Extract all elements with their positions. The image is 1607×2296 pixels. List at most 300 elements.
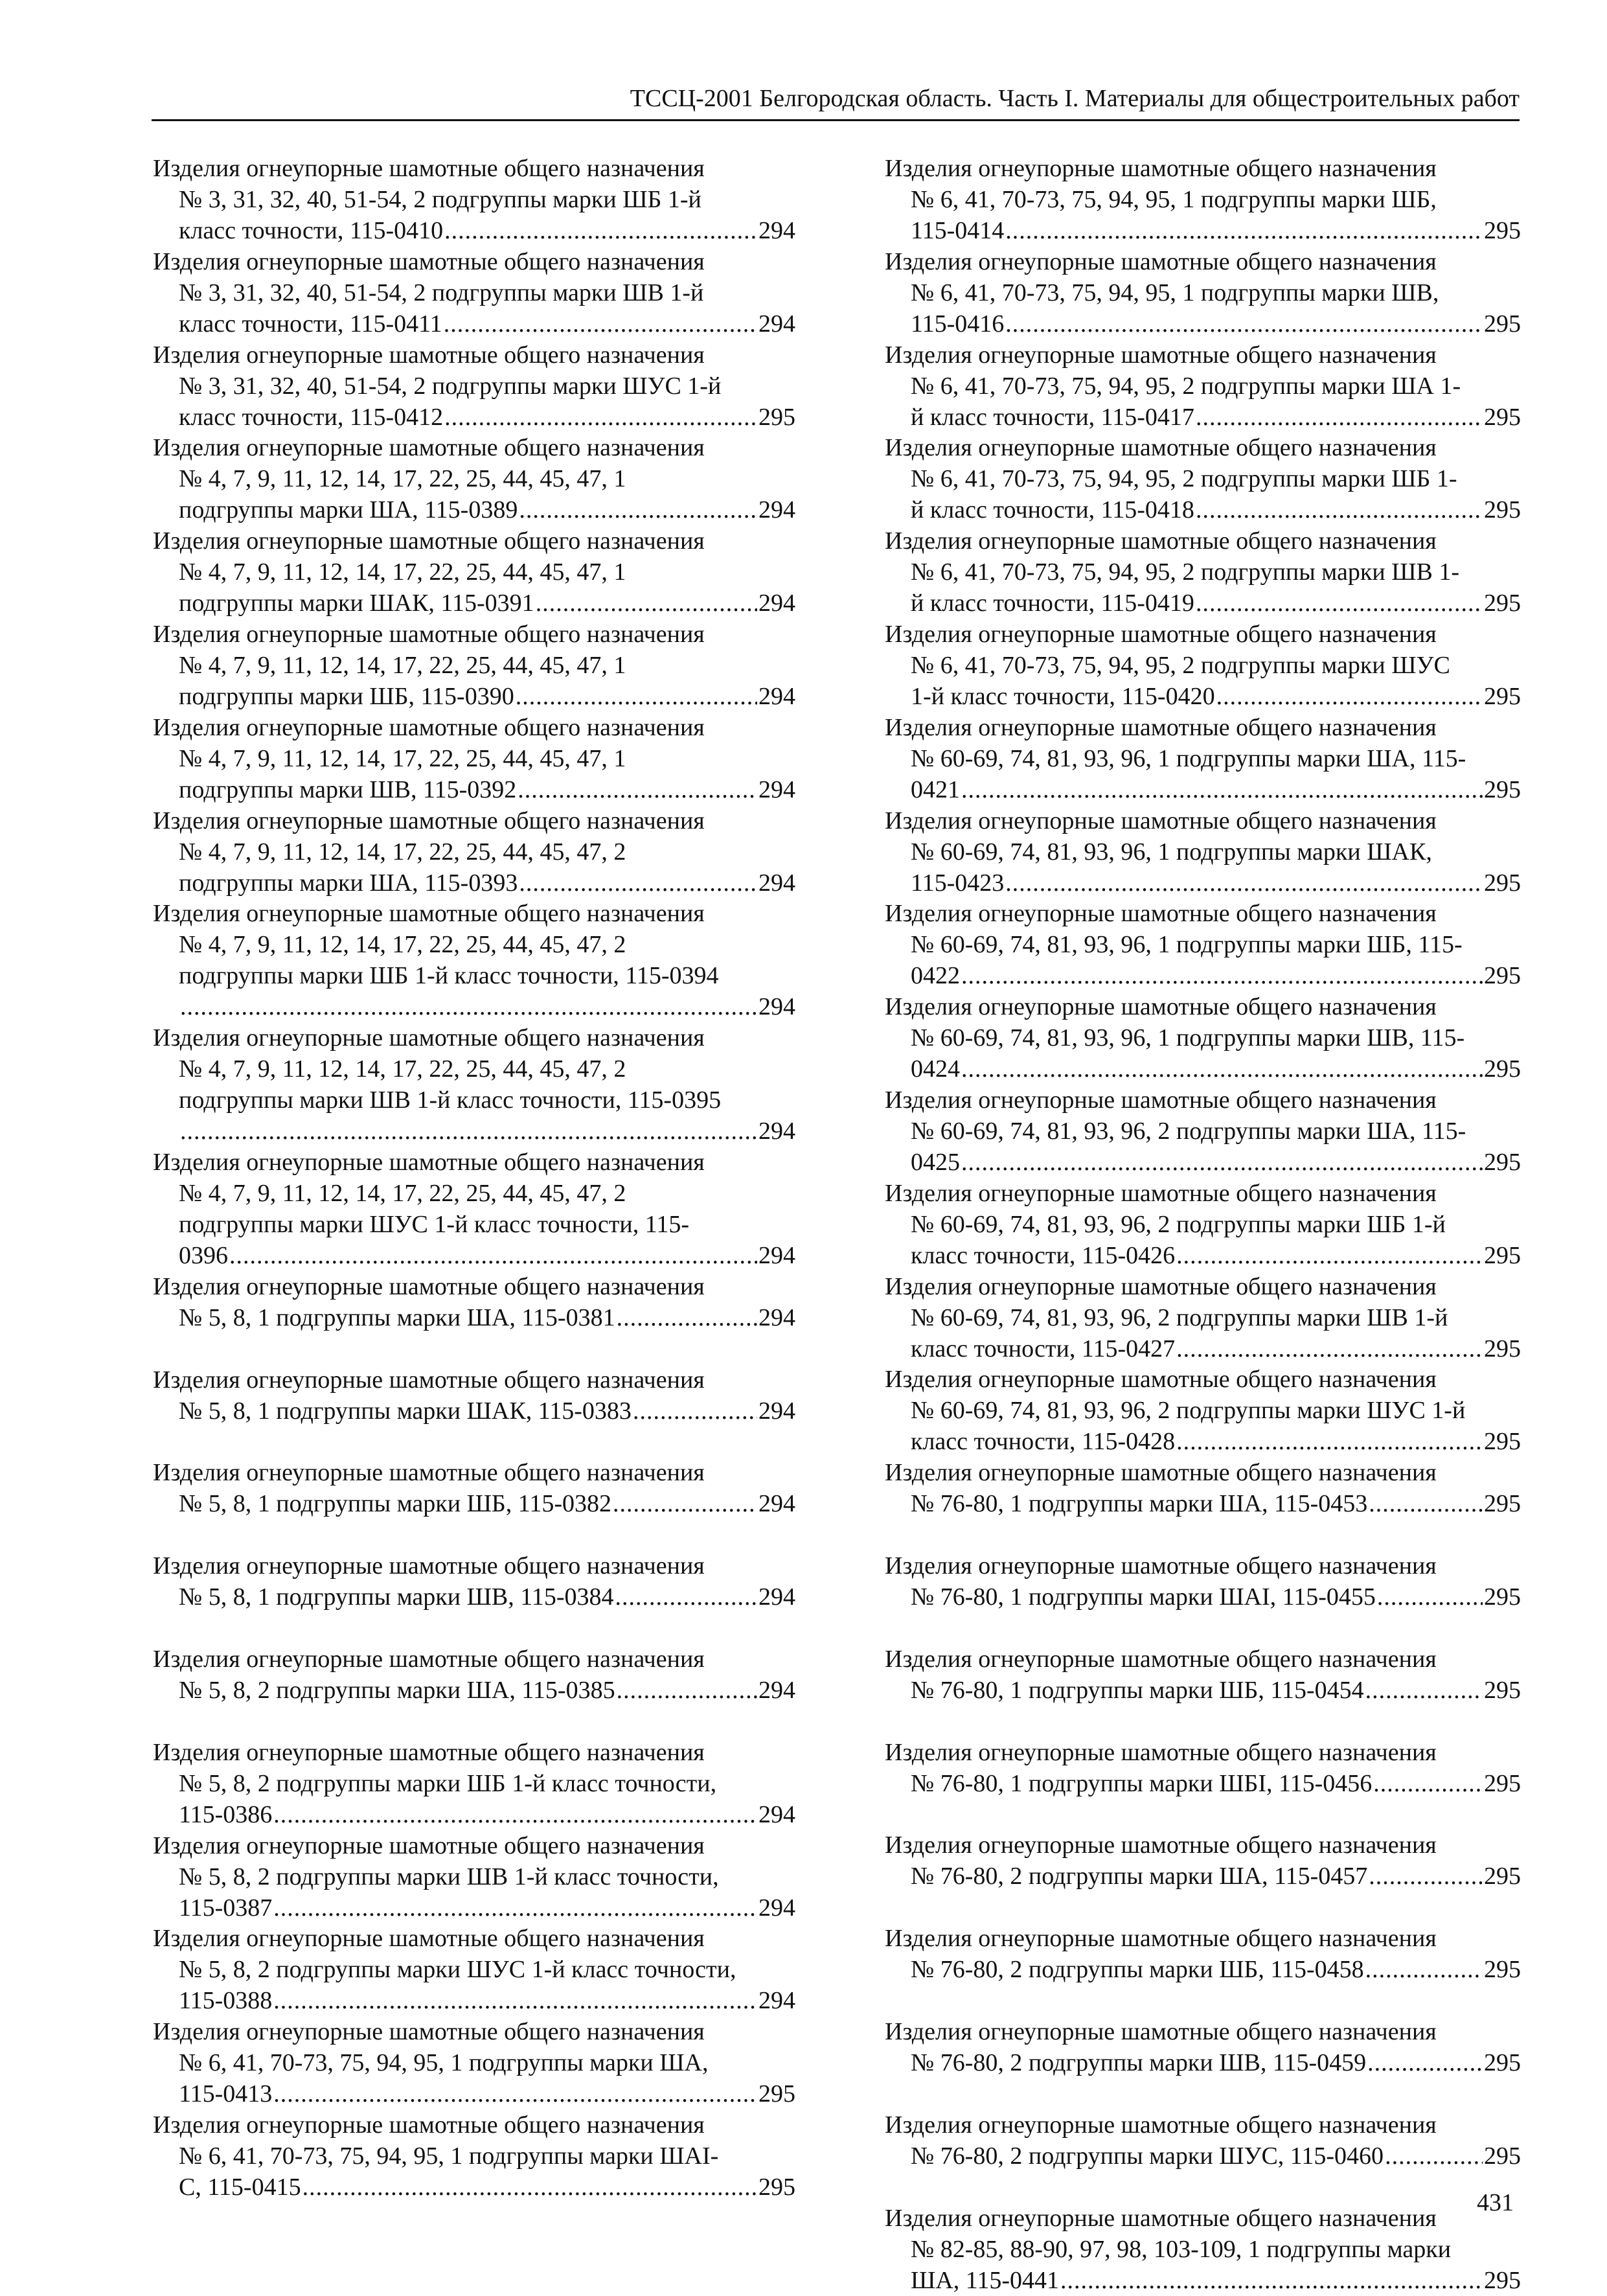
index-entry bbox=[153, 153, 795, 246]
entry-page-number: 294 bbox=[758, 1583, 795, 1611]
dot-leader bbox=[1176, 1240, 1483, 1271]
entry-text: № 76-80, 1 подгруппы марки ША, 115-0453 bbox=[911, 1490, 1368, 1518]
entry-page-number: 295 bbox=[1484, 2049, 1521, 2076]
entry-line: № 4, 7, 9, 11, 12, 14, 17, 22, 25, 44, 45, 47, 2 bbox=[179, 931, 626, 959]
entry-line: Изделия огнеупорные шамотные общего назначения bbox=[153, 341, 705, 369]
entry-line-last bbox=[885, 1768, 1521, 1799]
entry-page-number: 295 bbox=[758, 403, 795, 431]
entry-page-number: 295 bbox=[1484, 1335, 1521, 1362]
entry-line-last bbox=[885, 1147, 1521, 1178]
entry-line: Изделия огнеупорные шамотные общего назначения bbox=[885, 993, 1437, 1021]
entry-text: подгруппы марки ШАК, 115-0391 bbox=[179, 590, 534, 617]
entry-page-number: 295 bbox=[1484, 682, 1521, 710]
entry-text: подгруппы марки ШБ, 115-0390 bbox=[179, 682, 514, 710]
index-entry bbox=[885, 1085, 1521, 1178]
entry-page-number: 294 bbox=[758, 1241, 795, 1269]
entry-line: Изделия огнеупорные шамотные общего назначения bbox=[885, 1645, 1437, 1673]
entry-line-last bbox=[153, 588, 795, 619]
entry-line-last bbox=[885, 308, 1521, 339]
entry-line: Изделия огнеупорные шамотные общего назначения bbox=[153, 1738, 705, 1766]
entry-line-last bbox=[885, 960, 1521, 991]
dot-leader bbox=[518, 774, 757, 805]
entry-line: Изделия огнеупорные шамотные общего назначения bbox=[885, 1366, 1437, 1394]
entry-line: Изделия огнеупорные шамотные общего назначения bbox=[153, 1925, 705, 1953]
entry-line: № 4, 7, 9, 11, 12, 14, 17, 22, 25, 44, 45, 47, 1 bbox=[179, 651, 626, 679]
dot-leader bbox=[961, 1053, 1483, 1085]
entry-line-last bbox=[885, 1240, 1521, 1271]
entry-text: ША, 115-0441 bbox=[911, 2266, 1060, 2294]
entry-text: класс точности, 115-0426 bbox=[911, 1241, 1176, 1269]
index-entry bbox=[153, 1147, 795, 1271]
entry-text: № 5, 8, 2 подгруппы марки ША, 115-0385 bbox=[179, 1676, 615, 1704]
entry-line-last bbox=[885, 2265, 1521, 2296]
entry-page-number: 295 bbox=[1484, 1769, 1521, 1797]
entry-line-last bbox=[885, 1488, 1521, 1519]
entry-line: Изделия огнеупорные шамотные общего назначения bbox=[153, 620, 705, 648]
index-entry bbox=[885, 525, 1521, 619]
entry-text: 1-й класс точности, 115-0420 bbox=[911, 682, 1215, 710]
entry-text: 0421 bbox=[911, 775, 960, 803]
dot-leader bbox=[273, 2078, 757, 2109]
entry-line: Изделия огнеупорные шамотные общего назначения bbox=[885, 247, 1437, 275]
index-entry bbox=[885, 1923, 1521, 2016]
entry-page-number: 295 bbox=[1484, 962, 1521, 990]
entry-line: Изделия огнеупорные шамотные общего назначения bbox=[153, 1148, 705, 1176]
index-entry bbox=[885, 2016, 1521, 2109]
entry-page-number: 294 bbox=[758, 682, 795, 710]
page-number: 431 bbox=[1477, 2189, 1514, 2216]
entry-page-number: 295 bbox=[1484, 590, 1521, 617]
entry-line: Изделия огнеупорные шамотные общего назначения bbox=[153, 1831, 705, 1859]
entry-line: № 6, 41, 70-73, 75, 94, 95, 2 подгруппы марки ША 1- bbox=[911, 372, 1461, 400]
index-entry bbox=[885, 619, 1521, 712]
entry-line: № 4, 7, 9, 11, 12, 14, 17, 22, 25, 44, 45, 47, 2 bbox=[179, 838, 626, 866]
entry-page-number: 295 bbox=[1484, 1490, 1521, 1518]
index-column-left bbox=[153, 153, 795, 2203]
index-entry bbox=[885, 1644, 1521, 1737]
entry-line-last bbox=[153, 215, 795, 246]
entry-line-last bbox=[885, 2047, 1521, 2078]
entry-line: № 60-69, 74, 81, 93, 96, 2 подгруппы марки ШУС 1-й bbox=[911, 1397, 1466, 1425]
index-entry bbox=[885, 712, 1521, 805]
entry-line: № 82-85, 88-90, 97, 98, 103-109, 1 подгруппы марки bbox=[911, 2235, 1452, 2263]
entry-line: № 6, 41, 70-73, 75, 94, 95, 1 подгруппы марки ША, bbox=[179, 2049, 709, 2077]
entry-page-number: 295 bbox=[1484, 1956, 1521, 1984]
dot-leader bbox=[615, 1581, 758, 1613]
dot-leader bbox=[1369, 1488, 1483, 1519]
entry-page-number: 295 bbox=[1484, 869, 1521, 897]
entry-line: Изделия огнеупорные шамотные общего назначения bbox=[153, 1024, 705, 1052]
index-entry bbox=[885, 1830, 1521, 1923]
entry-line-last bbox=[885, 1861, 1521, 1892]
entry-line: Изделия огнеупорные шамотные общего назначения bbox=[885, 1831, 1437, 1859]
entry-line-last bbox=[153, 1240, 795, 1271]
dot-leader bbox=[1365, 1675, 1483, 1706]
entry-line: Изделия огнеупорные шамотные общего назначения bbox=[153, 434, 705, 462]
index-entry bbox=[153, 1271, 795, 1364]
dot-leader bbox=[1365, 1954, 1483, 1985]
dot-leader bbox=[1369, 1861, 1483, 1892]
index-entry bbox=[153, 2016, 795, 2109]
dot-leader bbox=[229, 1240, 757, 1271]
index-entry bbox=[885, 2109, 1521, 2203]
entry-line: Изделия огнеупорные шамотные общего назначения bbox=[153, 807, 705, 834]
entry-line: Изделия огнеупорные шамотные общего назначения bbox=[885, 1925, 1437, 1953]
entry-line-last bbox=[885, 1053, 1521, 1085]
entry-text: й класс точности, 115-0417 bbox=[911, 403, 1194, 431]
entry-line: № 4, 7, 9, 11, 12, 14, 17, 22, 25, 44, 45, 47, 1 bbox=[179, 558, 626, 586]
index-entry bbox=[885, 898, 1521, 991]
index-entry bbox=[885, 1364, 1521, 1457]
entry-line: № 6, 41, 70-73, 75, 94, 95, 2 подгруппы марки ШВ 1- bbox=[911, 558, 1460, 586]
dot-leader bbox=[613, 1488, 757, 1519]
entry-text: класс точности, 115-0410 bbox=[179, 217, 444, 244]
index-entry bbox=[153, 898, 795, 1022]
dot-leader bbox=[519, 867, 757, 899]
entry-line: Изделия огнеупорные шамотные общего назначения bbox=[885, 900, 1437, 928]
entry-line: Изделия огнеупорные шамотные общего назначения bbox=[885, 620, 1437, 648]
index-entry bbox=[153, 1457, 795, 1550]
entry-page-number: 294 bbox=[758, 496, 795, 524]
entry-page-number: 295 bbox=[1484, 1583, 1521, 1611]
entry-line: № 6, 41, 70-73, 75, 94, 95, 1 подгруппы марки ШВ, bbox=[911, 279, 1439, 306]
index-entry bbox=[885, 1271, 1521, 1364]
entry-page-number: 295 bbox=[1484, 1676, 1521, 1704]
index-entry bbox=[885, 1457, 1521, 1550]
entry-line: Изделия огнеупорные шамотные общего назначения bbox=[153, 1459, 705, 1487]
entry-line: № 3, 31, 32, 40, 51-54, 2 подгруппы марки ШВ 1-й bbox=[179, 279, 704, 306]
entry-line: Изделия огнеупорные шамотные общего назначения bbox=[885, 2017, 1437, 2045]
index-entry bbox=[885, 1550, 1521, 1644]
entry-line: № 60-69, 74, 81, 93, 96, 2 подгруппы марки ША, 115- bbox=[911, 1117, 1466, 1145]
index-entry bbox=[153, 1737, 795, 1830]
entry-line: Изделия огнеупорные шамотные общего назначения bbox=[153, 1366, 705, 1394]
dot-leader bbox=[1060, 2265, 1483, 2296]
dot-leader bbox=[273, 1985, 757, 2016]
dot-leader bbox=[1377, 1581, 1483, 1613]
entry-page-number: 295 bbox=[1484, 1148, 1521, 1176]
dot-leader bbox=[1005, 308, 1483, 339]
entry-line: № 6, 41, 70-73, 75, 94, 95, 2 подгруппы марки ШБ 1- bbox=[911, 465, 1457, 493]
entry-line-last bbox=[153, 1799, 795, 1830]
entry-text: № 76-80, 1 подгруппы марки ШАI, 115-0455 bbox=[911, 1583, 1376, 1611]
entry-line: № 60-69, 74, 81, 93, 96, 1 подгруппы марки ША, 115- bbox=[911, 744, 1466, 772]
entry-line: Изделия огнеупорные шамотные общего назначения bbox=[885, 527, 1437, 555]
dot-leader bbox=[961, 960, 1483, 991]
entry-line: № 5, 8, 2 подгруппы марки ШВ 1-й класс точности, bbox=[179, 1863, 719, 1890]
entry-text: С, 115-0415 bbox=[179, 2173, 301, 2201]
entry-page-number: 294 bbox=[758, 775, 795, 803]
dot-leader bbox=[633, 1395, 757, 1427]
dot-leader bbox=[1005, 215, 1483, 246]
dot-leader bbox=[617, 1675, 757, 1706]
entry-line: № 4, 7, 9, 11, 12, 14, 17, 22, 25, 44, 45, 47, 1 bbox=[179, 744, 626, 772]
entry-line: Изделия огнеупорные шамотные общего назначения bbox=[885, 1179, 1437, 1207]
index-entry bbox=[885, 805, 1521, 899]
entry-line: № 60-69, 74, 81, 93, 96, 1 подгруппы марки ШБ, 115- bbox=[911, 931, 1463, 959]
entry-text: 0396 bbox=[179, 1241, 228, 1269]
index-entry bbox=[153, 525, 795, 619]
entry-line: № 60-69, 74, 81, 93, 96, 2 подгруппы марки ШВ 1-й bbox=[911, 1303, 1448, 1331]
entry-page-number: 294 bbox=[758, 1987, 795, 2015]
entry-line: № 60-69, 74, 81, 93, 96, 1 подгруппы марки ШАК, bbox=[911, 838, 1432, 866]
entry-line-last bbox=[885, 1333, 1521, 1364]
entry-page-number: 294 bbox=[758, 869, 795, 897]
entry-text: № 76-80, 2 подгруппы марки ША, 115-0457 bbox=[911, 1863, 1368, 1890]
index-entry bbox=[153, 246, 795, 339]
entry-line-last bbox=[153, 867, 795, 899]
index-entry bbox=[153, 432, 795, 525]
dot-leader bbox=[1216, 681, 1483, 712]
entry-text: подгруппы марки ШВ, 115-0392 bbox=[179, 775, 517, 803]
entry-line: Изделия огнеупорные шамотные общего назначения bbox=[885, 1272, 1437, 1300]
index-entry bbox=[885, 246, 1521, 339]
dot-leader bbox=[302, 2172, 757, 2203]
entry-text: 115-0416 bbox=[911, 310, 1005, 338]
dot-leader bbox=[961, 774, 1483, 805]
entry-line-last bbox=[153, 2172, 795, 2203]
entry-line-last bbox=[153, 402, 795, 433]
entry-text: класс точности, 115-0411 bbox=[179, 310, 442, 338]
entry-text: 115-0413 bbox=[179, 2080, 273, 2108]
entry-line: № 6, 41, 70-73, 75, 94, 95, 2 подгруппы марки ШУС bbox=[911, 651, 1450, 679]
entry-text: 115-0387 bbox=[179, 1894, 273, 1922]
entry-page-number: 295 bbox=[1484, 310, 1521, 338]
dot-leader bbox=[1196, 494, 1483, 525]
entry-line-last bbox=[885, 1581, 1521, 1613]
entry-line: Изделия огнеупорные шамотные общего назначения bbox=[153, 1272, 705, 1300]
entry-page-number: 294 bbox=[758, 1118, 795, 1145]
entry-line-last bbox=[153, 1488, 795, 1519]
entry-text: 0424 bbox=[911, 1055, 960, 1083]
entry-line: Изделия огнеупорные шамотные общего назначения bbox=[153, 2018, 705, 2046]
entry-line: подгруппы марки ШБ 1-й класс точности, 115-0394 bbox=[179, 962, 719, 990]
entry-page-number: 295 bbox=[1484, 2266, 1521, 2294]
entry-line: Изделия огнеупорные шамотные общего назначения bbox=[885, 1738, 1437, 1766]
index-column-right bbox=[885, 153, 1521, 2295]
entry-line: подгруппы марки ШУС 1-й класс точности, 115- bbox=[179, 1210, 689, 1238]
dot-leader bbox=[1196, 588, 1483, 619]
entry-text: № 76-80, 2 подгруппы марки ШБ, 115-0458 bbox=[911, 1956, 1364, 1984]
entry-line-last bbox=[153, 1892, 795, 1923]
entry-line: Изделия огнеупорные шамотные общего назначения bbox=[153, 1645, 705, 1673]
entry-line-last bbox=[153, 1581, 795, 1613]
entry-line-last bbox=[153, 494, 795, 525]
page-header bbox=[152, 80, 1520, 121]
entry-page-number: 294 bbox=[758, 1894, 795, 1922]
dot-leader bbox=[180, 1116, 757, 1147]
entry-line: Изделия огнеупорные шамотные общего назначения bbox=[153, 155, 705, 182]
entry-page-number: 295 bbox=[758, 2173, 795, 2201]
dot-leader bbox=[444, 308, 757, 339]
entry-page-number: 294 bbox=[758, 1676, 795, 1704]
entry-line: Изделия огнеупорные шамотные общего назначения bbox=[885, 2111, 1437, 2139]
entry-line: № 6, 41, 70-73, 75, 94, 95, 1 подгруппы марки ШАI- bbox=[179, 2142, 719, 2170]
entry-line-last bbox=[153, 991, 795, 1022]
entry-line: № 4, 7, 9, 11, 12, 14, 17, 22, 25, 44, 45, 47, 1 bbox=[179, 465, 626, 493]
entry-line-last bbox=[153, 1675, 795, 1706]
entry-line: Изделия огнеупорные шамотные общего назначения bbox=[153, 1552, 705, 1580]
entry-line-last bbox=[885, 867, 1521, 899]
entry-line-last bbox=[885, 1675, 1521, 1706]
entry-page-number: 295 bbox=[1484, 1241, 1521, 1269]
index-entry bbox=[885, 153, 1521, 246]
entry-text: 0422 bbox=[911, 962, 960, 990]
entry-page-number: 295 bbox=[1484, 2142, 1521, 2170]
entry-text: класс точности, 115-0427 bbox=[911, 1335, 1176, 1362]
entry-line-last bbox=[153, 774, 795, 805]
entry-line-last bbox=[153, 2078, 795, 2109]
entry-page-number: 295 bbox=[1484, 775, 1521, 803]
entry-line: № 60-69, 74, 81, 93, 96, 1 подгруппы марки ШВ, 115- bbox=[911, 1024, 1465, 1052]
entry-page-number: 294 bbox=[758, 993, 795, 1021]
entry-line: Изделия огнеупорные шамотные общего назначения bbox=[885, 807, 1437, 834]
entry-text: № 5, 8, 1 подгруппы марки ШАК, 115-0383 bbox=[179, 1397, 632, 1425]
entry-text: 0425 bbox=[911, 1148, 960, 1176]
entry-line: № 60-69, 74, 81, 93, 96, 2 подгруппы марки ШБ 1-й bbox=[911, 1210, 1446, 1238]
dot-leader bbox=[1005, 867, 1483, 899]
entry-line: Изделия огнеупорные шамотные общего назначения bbox=[885, 1459, 1437, 1487]
dot-leader bbox=[1367, 2047, 1483, 2078]
entry-line: № 6, 41, 70-73, 75, 94, 95, 1 подгруппы марки ШБ, bbox=[911, 186, 1437, 213]
entry-line-last bbox=[885, 494, 1521, 525]
entry-line-last bbox=[885, 681, 1521, 712]
dot-leader bbox=[1385, 2141, 1483, 2172]
entry-line-last bbox=[153, 1395, 795, 1427]
entry-text: класс точности, 115-0412 bbox=[179, 403, 444, 431]
dot-leader bbox=[180, 991, 757, 1022]
entry-line: Изделия огнеупорные шамотные общего назначения bbox=[885, 341, 1437, 369]
entry-line-last bbox=[885, 215, 1521, 246]
entry-line: Изделия огнеупорные шамотные общего назначения bbox=[885, 434, 1437, 462]
entry-page-number: 295 bbox=[1484, 496, 1521, 524]
entry-line: № 5, 8, 2 подгруппы марки ШУС 1-й класс точности, bbox=[179, 1956, 736, 1984]
index-entry bbox=[885, 1178, 1521, 1271]
entry-line: Изделия огнеупорные шамотные общего назначения bbox=[153, 527, 705, 555]
header-title: ТССЦ-2001 Белгородская область. Часть I. Материалы для общестроительных работ bbox=[630, 85, 1520, 112]
index-entry bbox=[885, 1737, 1521, 1830]
entry-line: Изделия огнеупорные шамотные общего назначения bbox=[885, 2204, 1437, 2232]
entry-page-number: 295 bbox=[1484, 1863, 1521, 1890]
index-entry bbox=[153, 1550, 795, 1644]
entry-text: № 5, 8, 1 подгруппы марки ШВ, 115-0384 bbox=[179, 1583, 614, 1611]
entry-page-number: 294 bbox=[758, 1397, 795, 1425]
entry-text: класс точности, 115-0428 bbox=[911, 1428, 1176, 1456]
entry-line-last bbox=[885, 588, 1521, 619]
entry-line: № 3, 31, 32, 40, 51-54, 2 подгруппы марки ШУС 1-й bbox=[179, 372, 722, 400]
entry-page-number: 294 bbox=[758, 217, 795, 244]
entry-text: № 76-80, 1 подгруппы марки ШБI, 115-0456 bbox=[911, 1769, 1373, 1797]
entry-line-last bbox=[153, 308, 795, 339]
entry-line: № 4, 7, 9, 11, 12, 14, 17, 22, 25, 44, 45, 47, 2 bbox=[179, 1055, 626, 1083]
entry-page-number: 294 bbox=[758, 1490, 795, 1518]
entry-text: 115-0386 bbox=[179, 1800, 273, 1828]
entry-line: подгруппы марки ШВ 1-й класс точности, 115-0395 bbox=[179, 1086, 722, 1114]
dot-leader bbox=[1196, 402, 1483, 433]
entry-line-last bbox=[153, 681, 795, 712]
index-entry bbox=[885, 2203, 1521, 2296]
entry-text: № 5, 8, 1 подгруппы марки ША, 115-0381 bbox=[179, 1303, 615, 1331]
index-entry bbox=[153, 712, 795, 805]
dot-leader bbox=[1373, 1768, 1483, 1799]
dot-leader bbox=[617, 1302, 757, 1333]
entry-page-number: 295 bbox=[758, 2080, 795, 2108]
entry-page-number: 294 bbox=[758, 310, 795, 338]
index-entry bbox=[153, 1830, 795, 1923]
entry-page-number: 295 bbox=[1484, 1055, 1521, 1083]
index-entry bbox=[153, 2109, 795, 2203]
entry-line: № 3, 31, 32, 40, 51-54, 2 подгруппы марки ШБ 1-й bbox=[179, 186, 701, 213]
entry-line: Изделия огнеупорные шамотные общего назначения bbox=[885, 1552, 1437, 1579]
dot-leader bbox=[273, 1892, 757, 1923]
entry-text: подгруппы марки ША, 115-0393 bbox=[179, 869, 518, 897]
index-entry bbox=[153, 1923, 795, 2016]
entry-line: Изделия огнеупорные шамотные общего назначения bbox=[885, 155, 1437, 182]
entry-line: Изделия огнеупорные шамотные общего назначения bbox=[885, 713, 1437, 741]
entry-text: й класс точности, 115-0418 bbox=[911, 496, 1194, 524]
entry-page-number: 294 bbox=[758, 1303, 795, 1331]
entry-line-last bbox=[885, 2141, 1521, 2172]
index-entry bbox=[153, 1644, 795, 1737]
dot-leader bbox=[519, 494, 757, 525]
dot-leader bbox=[1176, 1333, 1483, 1364]
entry-page-number: 295 bbox=[1484, 217, 1521, 244]
index-entry bbox=[885, 339, 1521, 433]
entry-line-last bbox=[153, 1302, 795, 1333]
index-entry bbox=[153, 1364, 795, 1458]
entry-line: Изделия огнеупорные шамотные общего назначения bbox=[153, 713, 705, 741]
dot-leader bbox=[536, 588, 757, 619]
entry-text: 115-0423 bbox=[911, 869, 1005, 897]
entry-page-number: 294 bbox=[758, 1800, 795, 1828]
entry-line: Изделия огнеупорные шамотные общего назначения bbox=[153, 900, 705, 928]
index-entry bbox=[153, 339, 795, 433]
entry-line-last bbox=[153, 1116, 795, 1147]
index-entry bbox=[153, 619, 795, 712]
entry-page-number: 295 bbox=[1484, 403, 1521, 431]
entry-text: подгруппы марки ША, 115-0389 bbox=[179, 496, 518, 524]
entry-line-last bbox=[885, 1426, 1521, 1457]
entry-text: № 5, 8, 1 подгруппы марки ШБ, 115-0382 bbox=[179, 1490, 611, 1518]
entry-line: № 5, 8, 2 подгруппы марки ШБ 1-й класс точности, bbox=[179, 1769, 717, 1797]
index-entry bbox=[885, 432, 1521, 525]
entry-line: Изделия огнеупорные шамотные общего назначения bbox=[153, 2111, 705, 2139]
entry-line: № 4, 7, 9, 11, 12, 14, 17, 22, 25, 44, 45, 47, 2 bbox=[179, 1179, 626, 1207]
entry-line: Изделия огнеупорные шамотные общего назначения bbox=[885, 1086, 1437, 1114]
dot-leader bbox=[444, 402, 757, 433]
entry-text: № 76-80, 1 подгруппы марки ШБ, 115-0454 bbox=[911, 1676, 1364, 1704]
entry-text: 115-0388 bbox=[179, 1987, 273, 2015]
entry-line-last bbox=[885, 774, 1521, 805]
dot-leader bbox=[273, 1799, 757, 1830]
entry-text: № 76-80, 2 подгруппы марки ШВ, 115-0459 bbox=[911, 2049, 1367, 2076]
entry-text: № 76-80, 2 подгруппы марки ШУС, 115-0460 bbox=[911, 2142, 1384, 2170]
entry-page-number: 295 bbox=[1484, 1428, 1521, 1456]
dot-leader bbox=[516, 681, 757, 712]
entry-text: 115-0414 bbox=[911, 217, 1005, 244]
entry-line: Изделия огнеупорные шамотные общего назначения bbox=[153, 247, 705, 275]
index-entry bbox=[153, 805, 795, 899]
dot-leader bbox=[961, 1147, 1483, 1178]
dot-leader bbox=[1176, 1426, 1483, 1457]
index-entry bbox=[885, 991, 1521, 1085]
entry-line-last bbox=[885, 402, 1521, 433]
index-entry bbox=[153, 1022, 795, 1147]
entry-line-last bbox=[153, 1985, 795, 2016]
dot-leader bbox=[444, 215, 757, 246]
entry-line-last bbox=[885, 1954, 1521, 1985]
entry-page-number: 294 bbox=[758, 590, 795, 617]
